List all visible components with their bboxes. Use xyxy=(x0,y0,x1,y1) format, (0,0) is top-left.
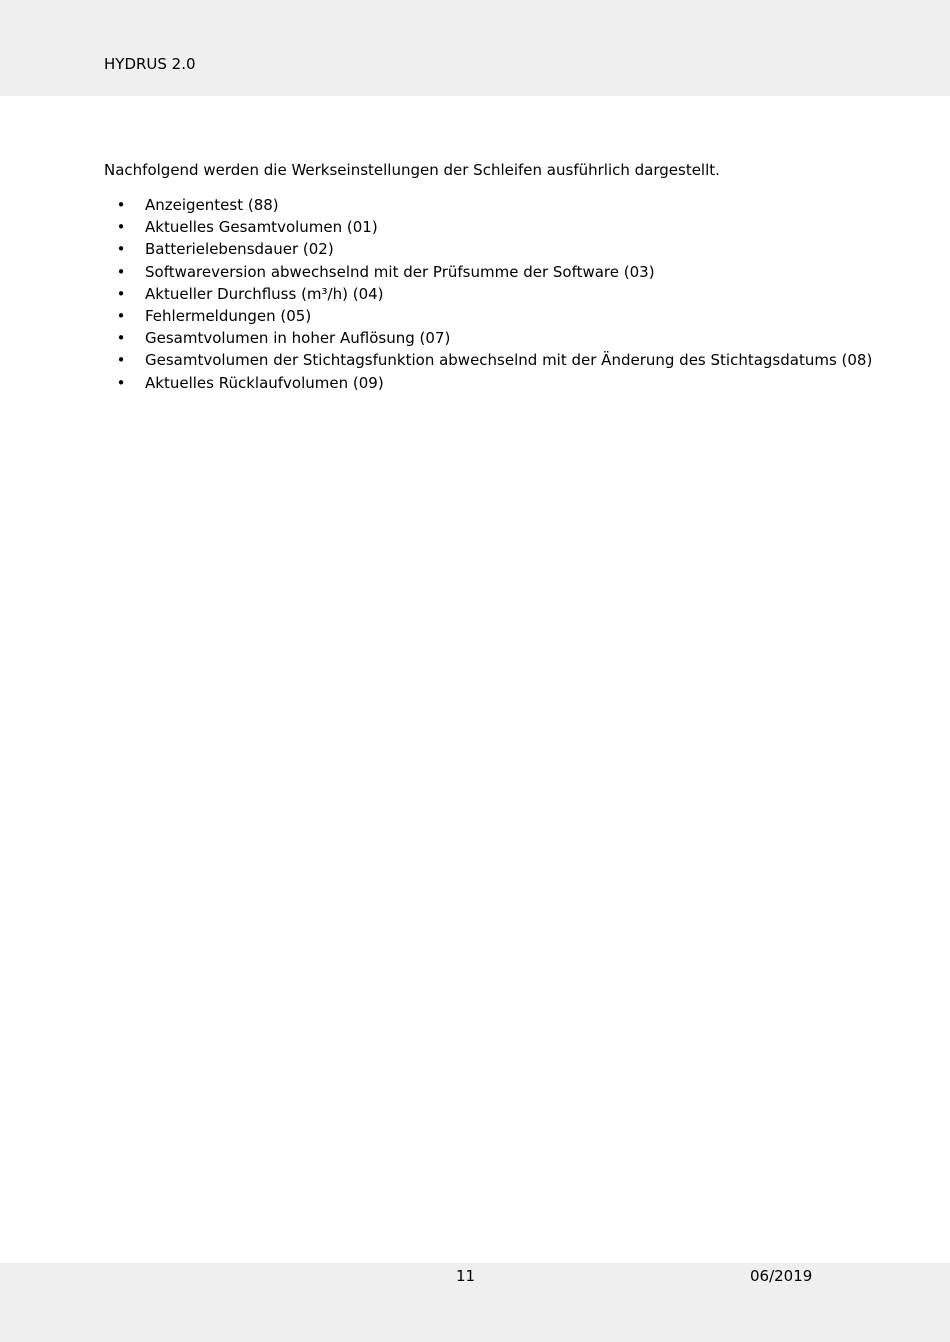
bullet-icon: • xyxy=(116,196,126,214)
list-item-text: Aktuelles Rücklaufvolumen (09) xyxy=(145,373,384,392)
list-item-text: Anzeigentest (88) xyxy=(145,196,279,214)
list-item-text: Aktueller Durchfluss (m³/h) (04) xyxy=(145,284,384,303)
document-title: HYDRUS 2.0 xyxy=(104,55,196,73)
list-item xyxy=(104,372,864,394)
bullet-icon: • xyxy=(116,262,126,281)
bullet-icon: • xyxy=(116,329,126,348)
bullet-icon: • xyxy=(116,351,126,370)
bullet-icon: • xyxy=(116,240,126,259)
page-header xyxy=(0,0,950,96)
list-item xyxy=(104,216,864,238)
list-item-text: Gesamtvolumen in hoher Auflösung (07) xyxy=(145,329,451,348)
list-item xyxy=(104,305,864,327)
list-item xyxy=(104,327,864,349)
intro-paragraph: Nachfolgend werden die Werkseinstellungen der Schleifen ausführlich dargestellt. xyxy=(104,161,720,179)
bullet-icon: • xyxy=(116,218,126,237)
list-item xyxy=(104,261,864,283)
list-item-text: Gesamtvolumen der Stichtagsfunktion abwechselnd mit der Änderung des Stichtagsdatums (08) xyxy=(145,351,873,370)
bullet-icon: • xyxy=(116,373,126,392)
document-date: 06/2019 xyxy=(750,1267,813,1285)
list-item xyxy=(104,283,864,305)
list-item-text: Aktuelles Gesamtvolumen (01) xyxy=(145,218,378,237)
bullet-icon: • xyxy=(116,307,126,326)
list-item-text: Fehlermeldungen (05) xyxy=(145,307,312,326)
list-item xyxy=(104,238,864,260)
bullet-icon: • xyxy=(116,284,126,303)
page-body xyxy=(104,159,873,394)
loop-list xyxy=(104,194,873,394)
list-item xyxy=(104,194,864,216)
list-item-text: Batterielebensdauer (02) xyxy=(145,240,334,259)
list-item-text: Softwareversion abwechselnd mit der Prüfsumme der Software (03) xyxy=(145,262,655,281)
list-item xyxy=(104,349,873,371)
page-number: 11 xyxy=(456,1267,476,1285)
